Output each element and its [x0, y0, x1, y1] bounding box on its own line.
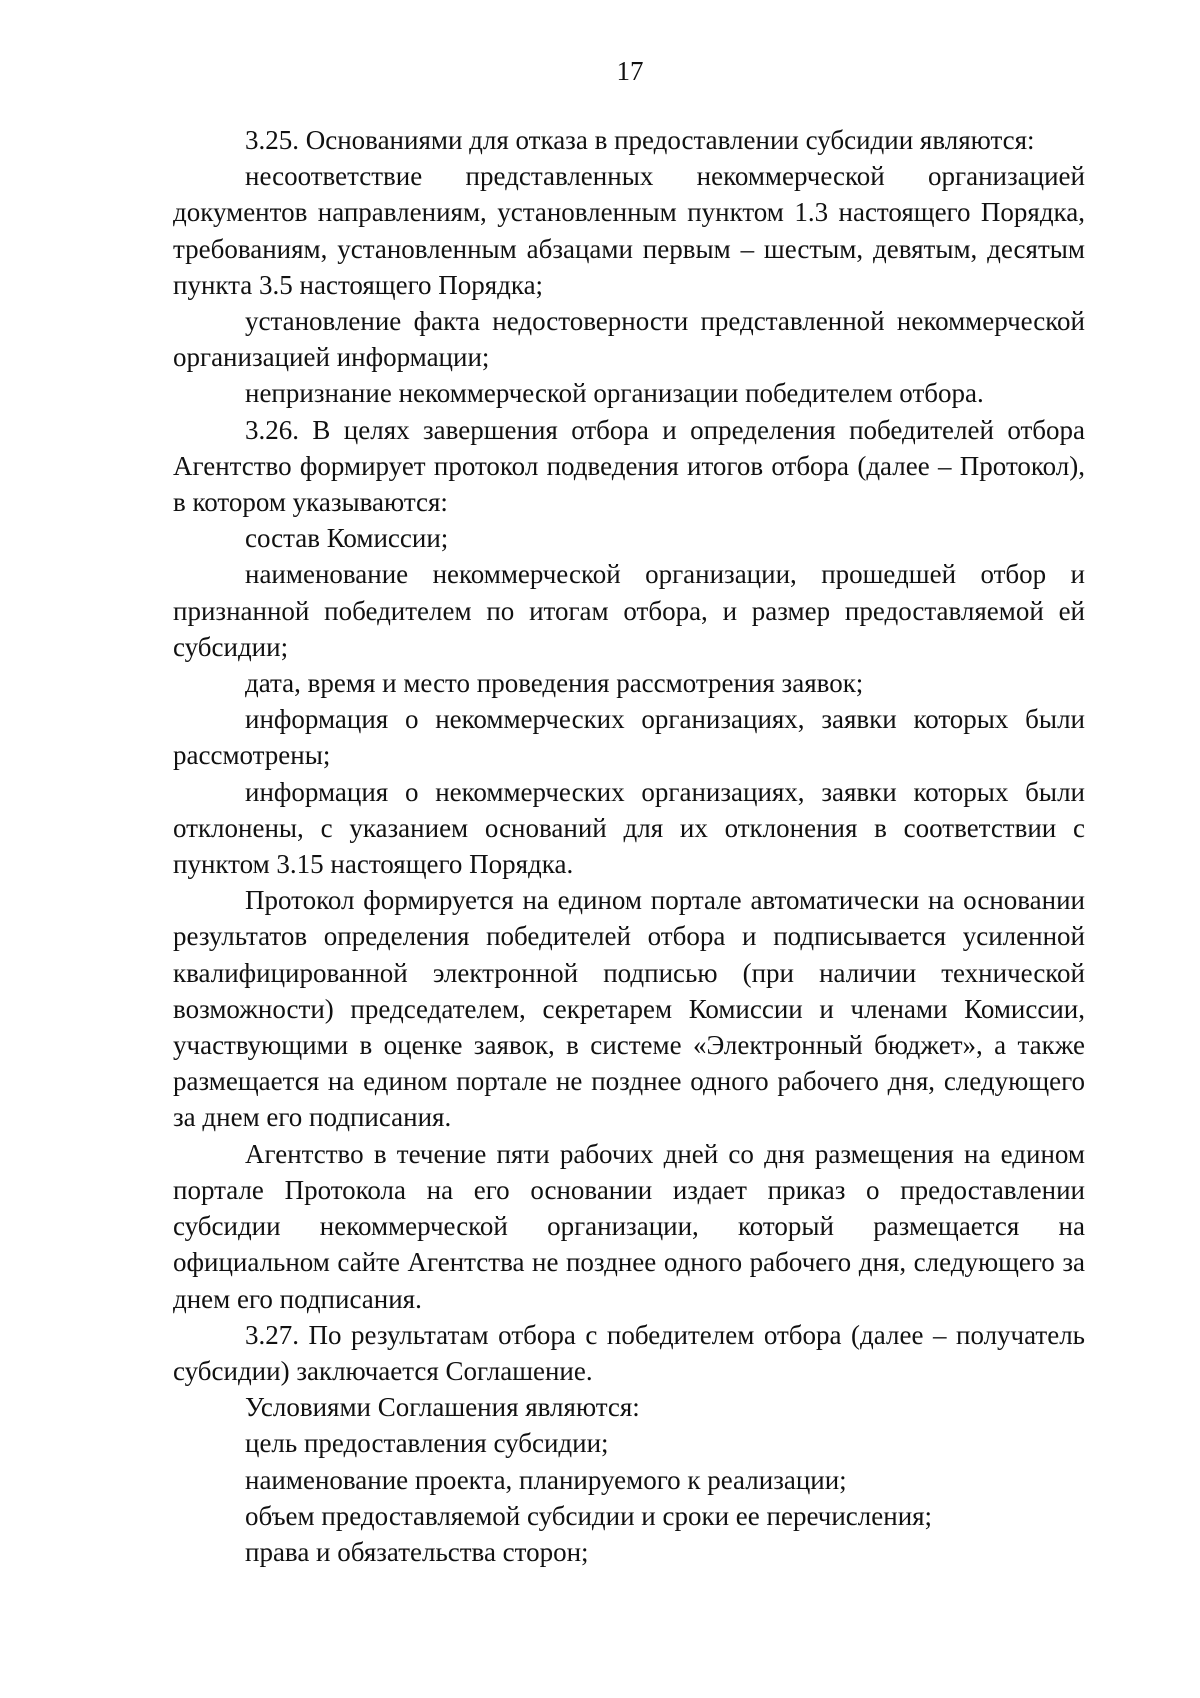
paragraph-3-25: 3.25. Основаниями для отказа в предоставлении субсидии являются: — [245, 125, 1035, 155]
paragraph-reviewed-applications: информация о некоммерческих организациях, заявки которых были рассмотрены; — [173, 704, 1085, 771]
page-number: 17 — [616, 56, 644, 86]
document-body — [173, 122, 1085, 1570]
paragraph-commission-composition: состав Комиссии; — [245, 523, 449, 554]
paragraph-protocol-formation: Протокол формируется на едином портале автоматически на основании результатов определения победителей отбора и подписывается усиленной квалифицированной электронной подписью (при наличии технической возможности) председателем, секретарем Комиссии и членами Комиссии, участвующими в оценке заявок, в системе «Электронный бюджет», а также размещается на едином портале не позднее одного рабочего дня, следующего за днем его подписания. — [173, 885, 1085, 1133]
paragraph-3-26: 3.26. В целях завершения отбора и определения победителей отбора Агентство формирует протокол подведения итогов отбора (далее – Протокол), в котором указываются: — [173, 414, 1085, 518]
paragraph-agency-order: Агентство в течение пяти рабочих дней со дня размещения на едином портале Протокола на его основании издает приказ о предоставлении субсидии некоммерческой организации, который размещается на официальном сайте Агентства не позднее одного рабочего дня, следующего за днем его подписания. — [173, 1138, 1085, 1314]
paragraph-rights-obligations: права и обязательства сторон; — [245, 1536, 589, 1567]
paragraph-date-time-place: дата, время и место проведения рассмотрения заявок; — [245, 668, 864, 699]
paragraph-agreement-conditions: Условиями Соглашения являются: — [245, 1392, 640, 1423]
paragraph-reason-not-winner: непризнание некоммерческой организации победителем отбора. — [245, 378, 984, 409]
paragraph-reason-mismatch: несоответствие представленных некоммерческой организацией документов направлениям, установленным пунктом 1.3 настоящего Порядка, требованиям, установленным абзацами первым – шестым, девятым, десятым пункта 3.5 настоящего Порядка; — [173, 161, 1085, 300]
paragraph-subsidy-amount: объем предоставляемой субсидии и сроки ее перечисления; — [245, 1500, 933, 1531]
paragraph-subsidy-purpose: цель предоставления субсидии; — [245, 1428, 609, 1459]
paragraph-3-27: 3.27. По результатам отбора с победителем отбора (далее – получатель субсидии) заключается Соглашение. — [173, 1319, 1085, 1386]
paragraph-project-name: наименование проекта, планируемого к реализации; — [245, 1464, 847, 1495]
paragraph-winner-name: наименование некоммерческой организации, прошедшей отбор и признанной победителем по итогам отбора, и размер предоставляемой ей субсидии; — [173, 559, 1085, 662]
paragraph-reason-false-info: установление факта недостоверности представленной некоммерческой организацией информации; — [173, 306, 1085, 373]
paragraph-rejected-applications: информация о некоммерческих организациях, заявки которых были отклонены, с указанием оснований для их отклонения в соответствии с пунктом 3.15 настоящего Порядка. — [173, 776, 1085, 880]
